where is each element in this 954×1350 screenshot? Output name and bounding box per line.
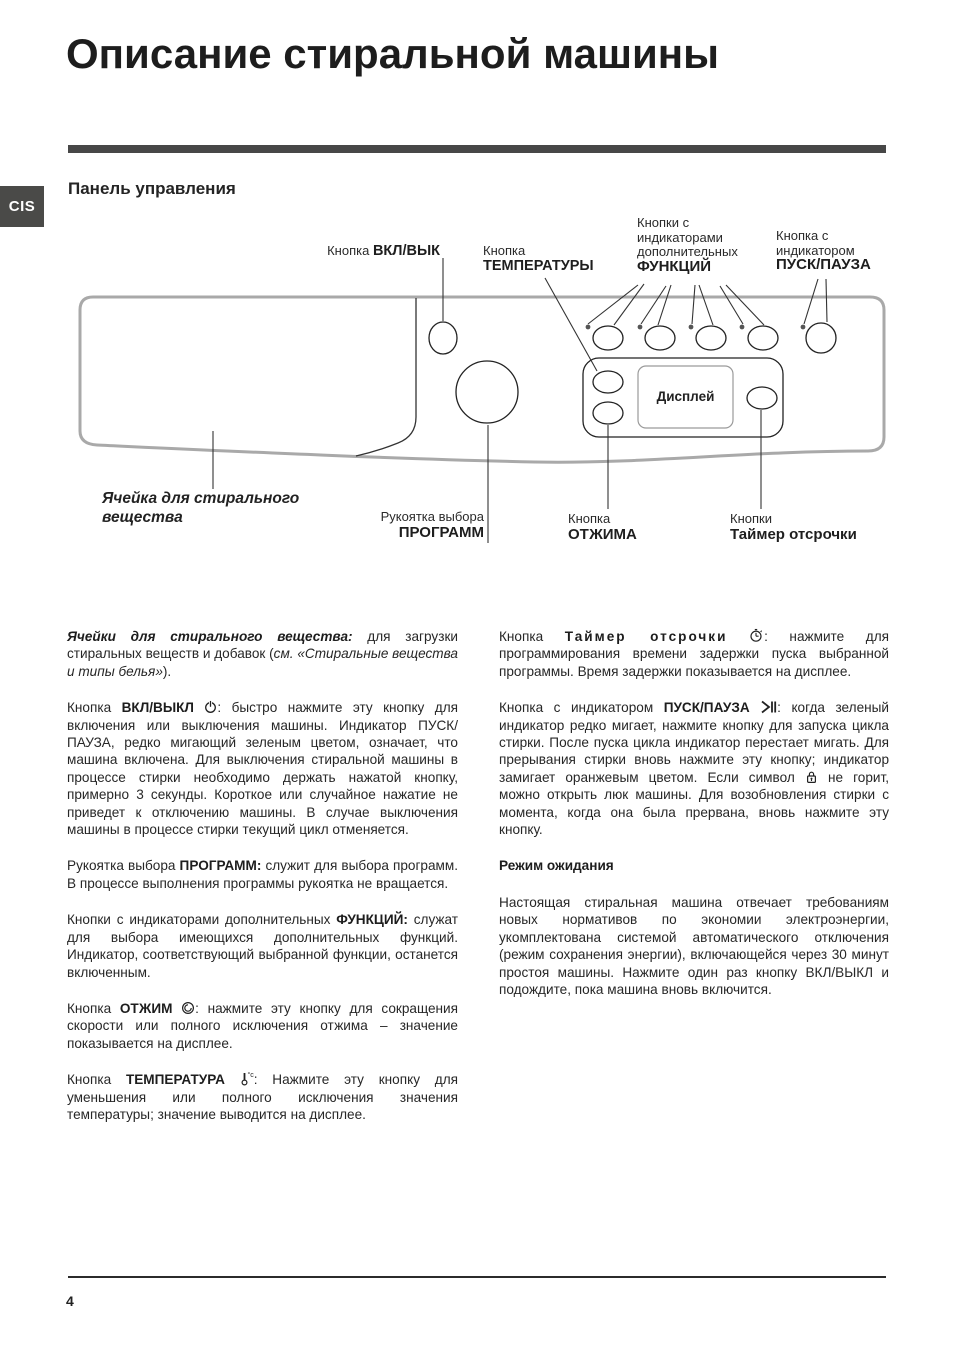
callout-name: ПУСК/ПАУЗА — [776, 256, 871, 273]
callout-name: ФУНКЦИЙ — [637, 257, 712, 275]
thermometer-icon — [240, 1071, 254, 1086]
callout-name: Таймер отсрочки — [730, 526, 857, 543]
indicator-led — [586, 325, 591, 330]
function-button — [593, 326, 623, 350]
play-pause-icon — [760, 700, 777, 714]
callout-text: Кнопка — [568, 511, 611, 526]
callout-delay — [730, 511, 857, 543]
paragraph-start-pause: Кнопка с индикатором ПУСК/ПАУЗА : когда зеленый индикатор редко мигает, нажмите кнопку для запуска цикла стирки. После пуска цикла индикатор перестает мигать. Для прерывания стирки вновь нажмите эту кнопку; индикатор замигает оранжевым цветом. Если символ не горит, можно открыть люк машины. Для возобновления стирки с момента, когда она была прервана, вновь нажмите эту кнопку. — [499, 700, 889, 838]
indicator-led — [801, 325, 806, 330]
indicator-led — [689, 325, 694, 330]
callout-start-pause — [776, 229, 871, 273]
start-pause-button — [806, 323, 836, 353]
callout-text: Кнопка — [327, 243, 373, 258]
door-lock-icon — [805, 770, 818, 784]
callout-name: ТЕМПЕРАТУРЫ — [483, 258, 594, 274]
callout-text: Ячейка для стирального — [102, 490, 300, 507]
temperature-button — [593, 371, 623, 393]
callout-text: Кнопка с — [776, 228, 829, 243]
page-title: Описание стиральной машины — [66, 30, 720, 77]
svg-text:°c: °c — [247, 1072, 254, 1080]
callout-drawer — [102, 489, 299, 527]
standby-heading: Режим ожидания — [499, 858, 614, 874]
indicator-led — [638, 325, 643, 330]
programs-knob — [456, 361, 518, 423]
delay-timer-icon — [749, 628, 764, 643]
section-heading: Панель управления — [68, 179, 236, 198]
left-column — [67, 628, 458, 1142]
function-button — [645, 326, 675, 350]
callout-functions — [637, 216, 738, 274]
callout-text: Кнопка — [483, 243, 526, 258]
paragraph-standby: Настоящая стиральная машина отвечает требованиям новых нормативов по экономии электроэнергии, укомплектована системой автоматического отключения (режим сохранения энергии), включающейся через 30 минут простоя машины. Нажмите один раз кнопку ВКЛ/ВЫКЛ и подождите, пока машина вновь включится. — [499, 894, 889, 997]
callout-text: Рукоятка выбора — [380, 509, 484, 524]
callout-name: ВКЛ/ВЫК — [372, 243, 440, 259]
display-label: Дисплей — [656, 389, 715, 404]
callout-temperature — [483, 243, 594, 274]
callout-programs — [300, 509, 484, 541]
delay-timer-button — [747, 387, 777, 409]
paragraph-programs: Рукоятка выбора ПРОГРАММ: служит для выбора программ. В процессе выполнения программы рукоятка не вращается. — [67, 858, 458, 891]
right-column — [499, 628, 889, 1017]
spin-button — [593, 402, 623, 424]
callout-name: ОТЖИМА — [568, 526, 637, 543]
callout-text: вещества — [102, 509, 183, 526]
callout-text: Кнопки — [730, 511, 772, 526]
callout-text: Кнопки с — [637, 215, 690, 230]
region-tab: CIS — [0, 186, 44, 227]
callout-on-off — [250, 243, 440, 259]
callout-text: индикаторами — [637, 229, 723, 245]
callout-spin — [568, 511, 637, 543]
footer-divider — [68, 1276, 886, 1278]
paragraph-on-off: Кнопка ВКЛ/ВЫКЛ : быстро нажмите эту кнопку для включения или выключения машины. Индикатор ПУСК/ПАУЗА, редко мигающий зеленым цветом, означает, что машина включена. Для выключения стиральной машины в процессе стирки необходимо держать нажатой кнопку, примерно 3 секунды. Короткое или случайное нажатие не приведет к отключению машины. В случае выключения машины в процессе стирки текущий цикл отменяется. — [67, 700, 458, 838]
page-number: 4 — [66, 1293, 74, 1309]
function-button — [748, 326, 778, 350]
paragraph-spin: Кнопка ОТЖИМ : нажмите эту кнопку для сокращения скорости или полного исключения отжима – значение показывается на дисплее. — [67, 1000, 458, 1051]
callout-text: индикатором — [776, 242, 855, 258]
function-button — [696, 326, 726, 350]
power-icon — [204, 700, 217, 714]
on-off-button — [429, 322, 457, 354]
callout-name: ПРОГРАММ — [398, 524, 484, 541]
drawer-lead: Ячейки для стирального вещества: — [67, 629, 353, 644]
indicator-led — [740, 325, 745, 330]
paragraph-delay-timer: Кнопка Таймер отсрочки : нажмите для программирования времени задержки пуска выбранной программы. Время задержки показывается на дисплее. — [499, 629, 889, 679]
callout-text: дополнительных — [637, 244, 738, 259]
paragraph-drawer: Ячейки для стирального вещества: для загрузки стиральных веществ и добавок (см. «Стиральные вещества и типы белья»). — [67, 629, 458, 679]
paragraph-functions: Кнопки с индикаторами дополнительных ФУНКЦИЙ: служат для выбора имеющихся дополнительных функций. Индикатор, соответствующий выбранной функции, останется включенным. — [67, 912, 458, 980]
drawer-divider-line — [356, 298, 416, 456]
paragraph-temperature: Кнопка ТЕМПЕРАТУРА °c : Нажмите эту кнопку для уменьшения или полного исключения значения температуры; значение выводится на дисплее. — [67, 1072, 458, 1122]
spin-icon — [181, 1001, 195, 1015]
cross-reference: см. «Стиральные вещества и типы белья» — [67, 646, 458, 679]
